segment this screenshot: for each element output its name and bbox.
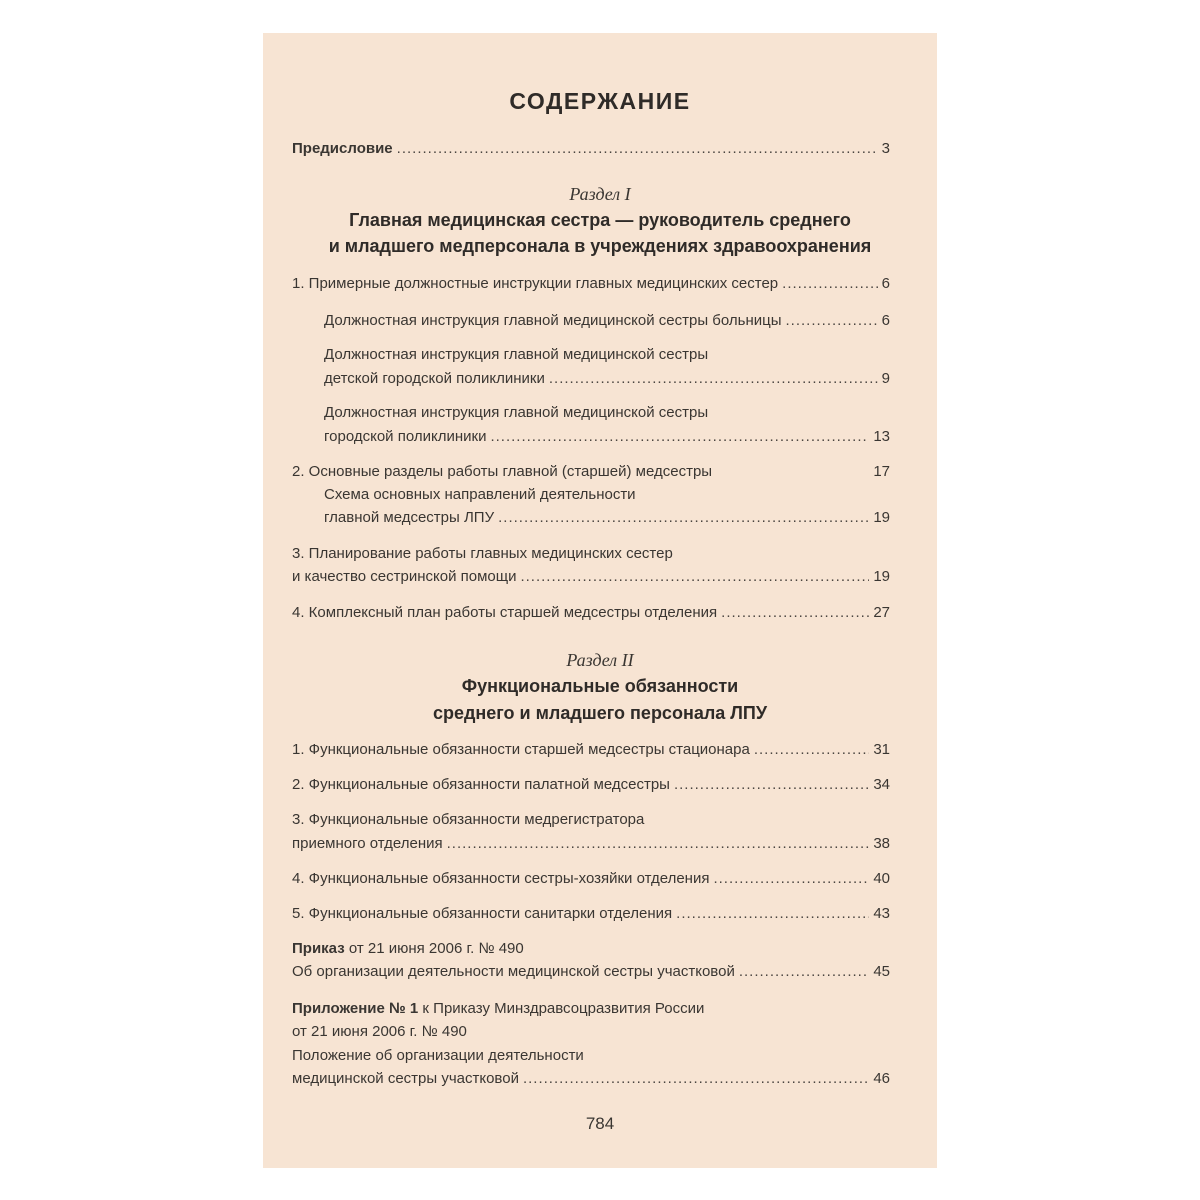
toc-page-number: 9 [881, 370, 890, 387]
leader-dots [713, 870, 869, 887]
toc-entry-appendix [292, 1070, 890, 1087]
toc-entry-2-3 [292, 835, 890, 852]
toc-entry-text: Должностная инструкция главной медицинской сестры больницы [324, 312, 782, 329]
toc-appendix-line3: Положение об организации деятельности [292, 1047, 584, 1064]
toc-entry-text: 4. Комплексный план работы старшей медсестры отделения [292, 604, 718, 621]
toc-page-number: 19 [873, 509, 890, 526]
toc-entry-text: Об организации деятельности медицинской сестры участковой [292, 963, 735, 980]
toc-entry-1-1b-line1: Должностная инструкция главной медицинской сестры [324, 346, 709, 363]
leader-dots [498, 509, 869, 526]
toc-order-line1 [292, 940, 524, 957]
section-2-heading-line1: Функциональные обязанности [461, 676, 739, 696]
toc-entry-1-3-line1: 3. Планирование работы главных медицинских сестер [292, 545, 673, 562]
toc-entry-text: главной медсестры ЛПУ [324, 509, 495, 526]
toc-page-number: 46 [873, 1070, 890, 1087]
toc-entry-1-1a [324, 312, 890, 329]
toc-entry-2-1 [292, 741, 890, 758]
toc-entry-text: 2. Основные разделы работы главной (старшей) медсестры [292, 463, 713, 480]
section-1-heading-line1: Главная медицинская сестра — руководитель среднего [349, 210, 851, 230]
toc-entry-1-2a-line1: Схема основных направлений деятельности [324, 486, 636, 503]
toc-appendix-line1 [292, 1000, 704, 1017]
section-1-label: Раздел I [569, 184, 631, 204]
section-2-heading-line2: среднего и младшего персонала ЛПУ [432, 703, 768, 723]
toc-entry-order [292, 963, 890, 980]
toc-entry-1-2 [292, 463, 890, 480]
page-title: СОДЕРЖАНИЕ [509, 88, 691, 114]
toc-entry-1-1b [324, 370, 890, 387]
toc-entry-text: приемного отделения [292, 835, 443, 852]
toc-entry-text: медицинской сестры участковой [292, 1070, 519, 1087]
appendix-details: к Приказу Минздравсоцразвития России [418, 1000, 705, 1017]
toc-page-number: 38 [873, 835, 890, 852]
toc-entry-text: 1. Примерные должностные инструкции главных медицинских сестер [292, 275, 779, 292]
toc-page-number: 27 [873, 604, 890, 621]
toc-entry-2-3-line1: 3. Функциональные обязанности медрегистратора [292, 811, 645, 828]
leader-dots [721, 604, 869, 621]
toc-page-number: 17 [873, 463, 890, 480]
leader-dots [674, 776, 869, 793]
toc-entry-2-4 [292, 870, 890, 887]
toc-page-number: 3 [881, 140, 890, 157]
toc-entry-1-1c [324, 428, 890, 445]
toc-entry-text: 2. Функциональные обязанности палатной медсестры [292, 776, 670, 793]
toc-entry-1-2a [324, 509, 890, 526]
toc-page-number: 45 [873, 963, 890, 980]
toc-page-number: 34 [873, 776, 890, 793]
appendix-label: Приложение № 1 [292, 1000, 419, 1017]
toc-entry-text: 1. Функциональные обязанности старшей медсестры стационара [292, 741, 750, 758]
leader-dots [490, 428, 869, 445]
leader-dots [739, 963, 869, 980]
toc-page-number: 40 [873, 870, 890, 887]
toc-entry-preface [292, 140, 890, 157]
section-2-label: Раздел II [566, 650, 634, 670]
toc-entry-2-5 [292, 905, 890, 922]
toc-entry-1-1c-line1: Должностная инструкция главной медицинской сестры [324, 404, 709, 421]
page-number-footer: 784 [585, 1114, 615, 1133]
toc-entry-1-1 [292, 275, 890, 292]
leader-dots [520, 568, 869, 585]
leader-dots [447, 835, 870, 852]
toc-page-number: 31 [873, 741, 890, 758]
leader-dots [523, 1070, 869, 1087]
toc-page-number: 19 [873, 568, 890, 585]
order-details: от 21 июня 2006 г. № 490 [344, 940, 524, 957]
toc-entry-2-2 [292, 776, 890, 793]
toc-page-number: 6 [881, 275, 890, 292]
leader-dots [786, 312, 878, 329]
book-page [263, 33, 937, 1168]
section-1-heading-line2: и младшего медперсонала в учреждениях здравоохранения [328, 236, 872, 256]
leader-dots [782, 275, 878, 292]
toc-entry-text: и качество сестринской помощи [292, 568, 517, 585]
toc-page-number: 43 [873, 905, 890, 922]
leader-dots [549, 370, 878, 387]
leader-dots [676, 905, 869, 922]
toc-entry-1-4 [292, 604, 890, 621]
toc-entry-text: 4. Функциональные обязанности сестры-хозяйки отделения [292, 870, 710, 887]
toc-entry-text: городской поликлиники [324, 428, 487, 445]
leader-dots [397, 140, 878, 157]
order-label: Приказ [292, 940, 345, 957]
toc-page-number: 6 [881, 312, 890, 329]
toc-appendix-line2: от 21 июня 2006 г. № 490 [292, 1023, 467, 1040]
toc-entry-1-3 [292, 568, 890, 585]
toc-entry-text: 5. Функциональные обязанности санитарки отделения [292, 905, 673, 922]
toc-entry-text: детской городской поликлиники [324, 370, 545, 387]
toc-page-number: 13 [873, 428, 890, 445]
leader-dots [754, 741, 869, 758]
toc-entry-text: Предисловие [292, 140, 393, 157]
